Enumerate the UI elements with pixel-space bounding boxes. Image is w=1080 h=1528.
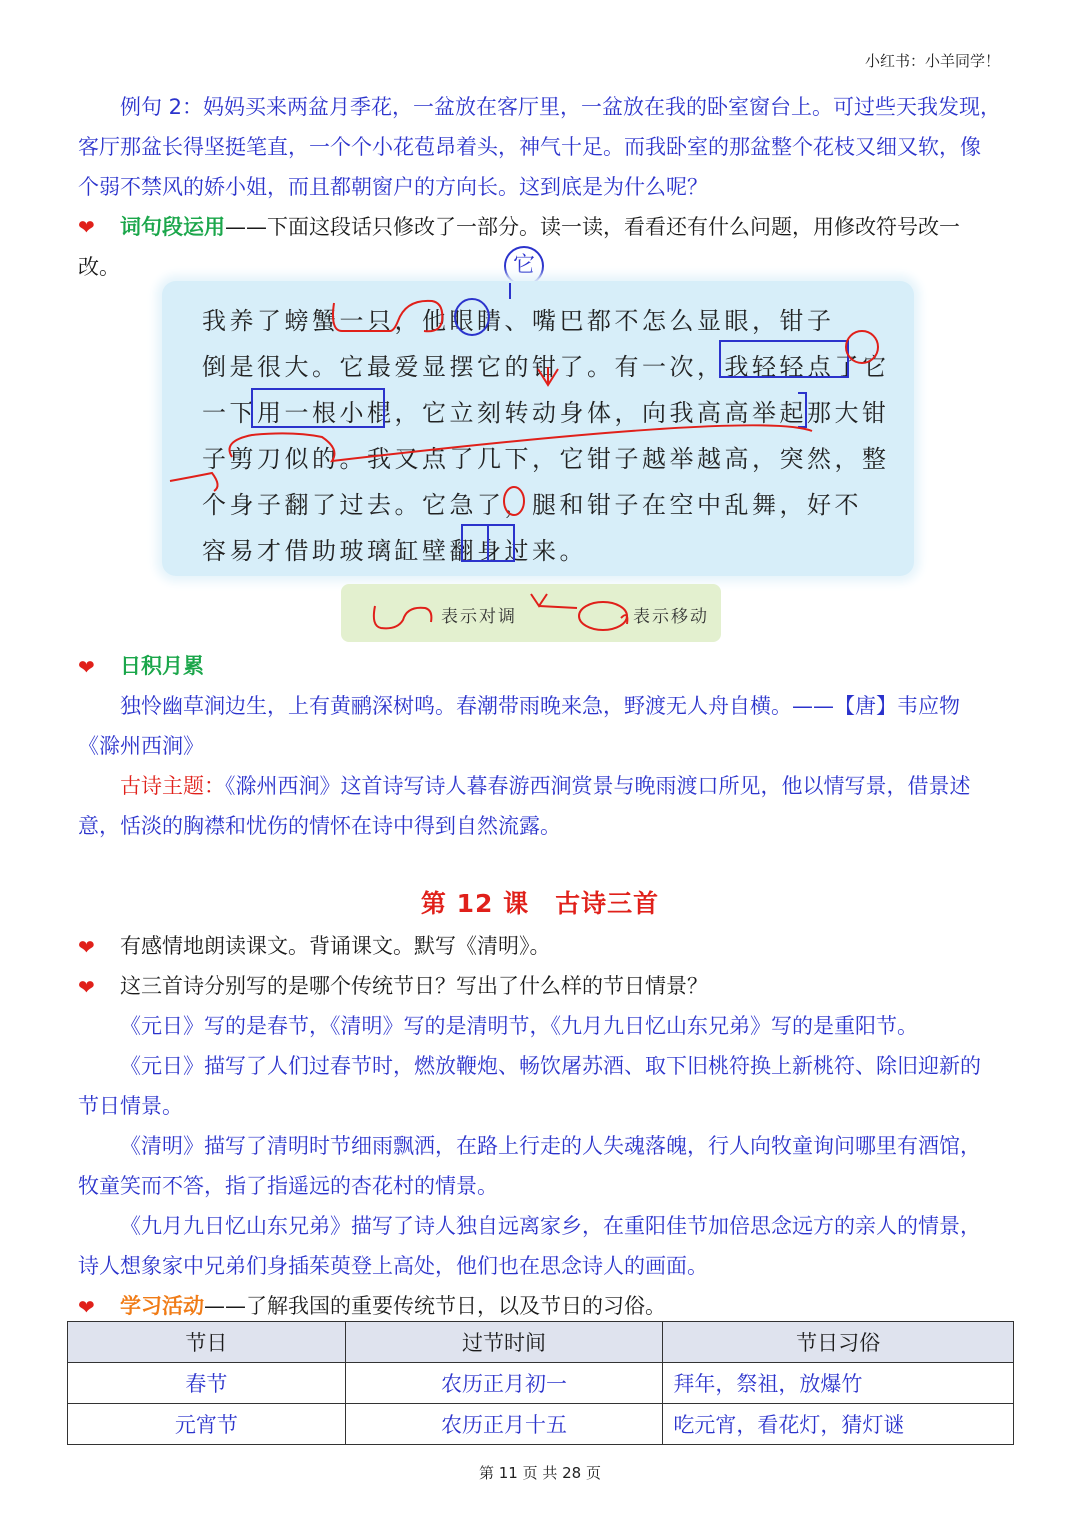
activity-text: ——了解我国的重要传统节日，以及节日的习俗。 [204, 1294, 666, 1318]
example2-line-3: 个弱不禁风的娇小姐，而且都朝窗户的方向长。这到底是为什么呢？ [78, 175, 708, 199]
passage-line: 倒是很大。它最爱显摆它的钳了。有一次，我轻轻点了它 [202, 353, 890, 381]
author-tag: 小红书：小羊同学！ [864, 52, 1000, 70]
exercise-instruction-cont: 改。 [78, 255, 120, 279]
annotation-ta-bubble [504, 246, 544, 286]
table-cell: 农历正月初一 [345, 1363, 663, 1404]
exercise-instruction [120, 207, 1080, 247]
exercise-instruction-text: ——下面这段话只修改了一部分。读一读，看看还有什么问题，用修改符号改一 [225, 215, 960, 239]
legend-move-label: 表示移动 [633, 607, 709, 627]
heart-icon: ❤ [78, 215, 95, 239]
passage-line: 一下用一根小棍，它立刻转动身体，向我高高举起那大钳 [202, 399, 890, 427]
table-cell: 吃元宵，看花灯，猜灯谜 [663, 1404, 1014, 1445]
passage-line: 容易才借助玻璃缸壁翻身过来。 [202, 537, 587, 565]
heart-icon: ❤ [78, 975, 95, 999]
table-header: 节日习俗 [663, 1322, 1014, 1363]
legend-box [341, 584, 721, 642]
example2-line-1: 例句 2：妈妈买来两盆月季花，一盆放在客厅里，一盆放在我的卧室窗台上。可过些天我发现， [120, 95, 1002, 119]
annotation-ta-text: 它 [512, 253, 535, 278]
answer-line: 节日情景。 [78, 1094, 183, 1118]
exercise-title: 词句段运用 [120, 215, 225, 239]
passage-line: 个身子翻了过去。它急了，腿和钳子在空中乱舞，好不 [202, 491, 862, 519]
table-row [68, 1363, 1014, 1404]
poem-line-2: 《滁州西涧》 [78, 734, 204, 758]
correction-marks [162, 281, 914, 576]
heart-icon: ❤ [78, 655, 95, 679]
table-row [68, 1404, 1014, 1445]
page-footer: 第 11 页 共 28 页 [478, 1464, 601, 1482]
example2-line-2: 客厅那盆长得坚挺笔直，一个个小花苞昂着头，神气十足。而我卧室的那盆整个花枝又细又软，像 [78, 135, 981, 159]
lesson-title: 第 12 课 古诗三首 [420, 889, 660, 918]
answer-line: 《元日》描写了人们过春节时，燃放鞭炮、畅饮屠苏酒、取下旧桃符换上新桃符、除旧迎新的 [120, 1054, 981, 1078]
answer-line: 牧童笑而不答，指了指遥远的杏花村的情景。 [78, 1174, 498, 1198]
heart-icon: ❤ [78, 935, 95, 959]
poem-theme [120, 766, 1080, 806]
poem-theme-text: 《滁州西涧》这首诗写诗人暮春游西涧赏景与晚雨渡口所见，他以情写景，借景述 [225, 774, 971, 798]
table-cell: 春节 [68, 1363, 346, 1404]
answer-line: 诗人想象家中兄弟们身插茱萸登上高处，他们也在思念诗人的画面。 [78, 1254, 708, 1278]
poem-line-1: 独怜幽草涧边生，上有黄鹂深树鸣。春潮带雨晚来急，野渡无人舟自横。——【唐】韦应物 [120, 694, 960, 718]
table-cell: 农历正月十五 [345, 1404, 663, 1445]
answer-line: 《九月九日忆山东兄弟》描写了诗人独自远离家乡，在重阳佳节加倍思念远方的亲人的情景， [120, 1214, 981, 1238]
poem-theme-cont: 意，恬淡的胸襟和忧伤的情怀在诗中得到自然流露。 [78, 814, 561, 838]
table-header-row [68, 1322, 1014, 1363]
activity-line [120, 1286, 1080, 1326]
table-header: 节日 [68, 1322, 346, 1363]
passage-line: 子剪刀似的。我又点了几下，它钳子越举越高，突然，整 [202, 445, 890, 473]
lesson-task-1: 有感情地朗读课文。背诵课文。默写《清明》。 [120, 934, 551, 958]
exercise-passage-box [162, 281, 914, 576]
heart-icon: ❤ [78, 1295, 95, 1319]
legend-swap-label: 表示对调 [441, 607, 517, 627]
table-header: 过节时间 [345, 1322, 663, 1363]
answer-line: 《清明》描写了清明时节细雨飘洒，在路上行走的人失魂落魄，行人向牧童询问哪里有酒馆， [120, 1134, 981, 1158]
daily-title: 日积月累 [120, 654, 204, 678]
activity-title: 学习活动 [120, 1294, 204, 1318]
table-cell: 元宵节 [68, 1404, 346, 1445]
poem-theme-label: 古诗主题： [120, 774, 225, 798]
lesson-task-2: 这三首诗分别写的是哪个传统节日？写出了什么样的节日情景？ [120, 974, 708, 998]
passage-line: 我养了螃蟹一只，他眼睛、嘴巴都不怎么显眼，钳子 [202, 307, 835, 335]
answer-line: 《元日》写的是春节，《清明》写的是清明节，《九月九日忆山东兄弟》写的是重阳节。 [120, 1014, 918, 1038]
table-cell: 拜年，祭祖，放爆竹 [663, 1363, 1014, 1404]
festival-table [67, 1321, 1014, 1445]
